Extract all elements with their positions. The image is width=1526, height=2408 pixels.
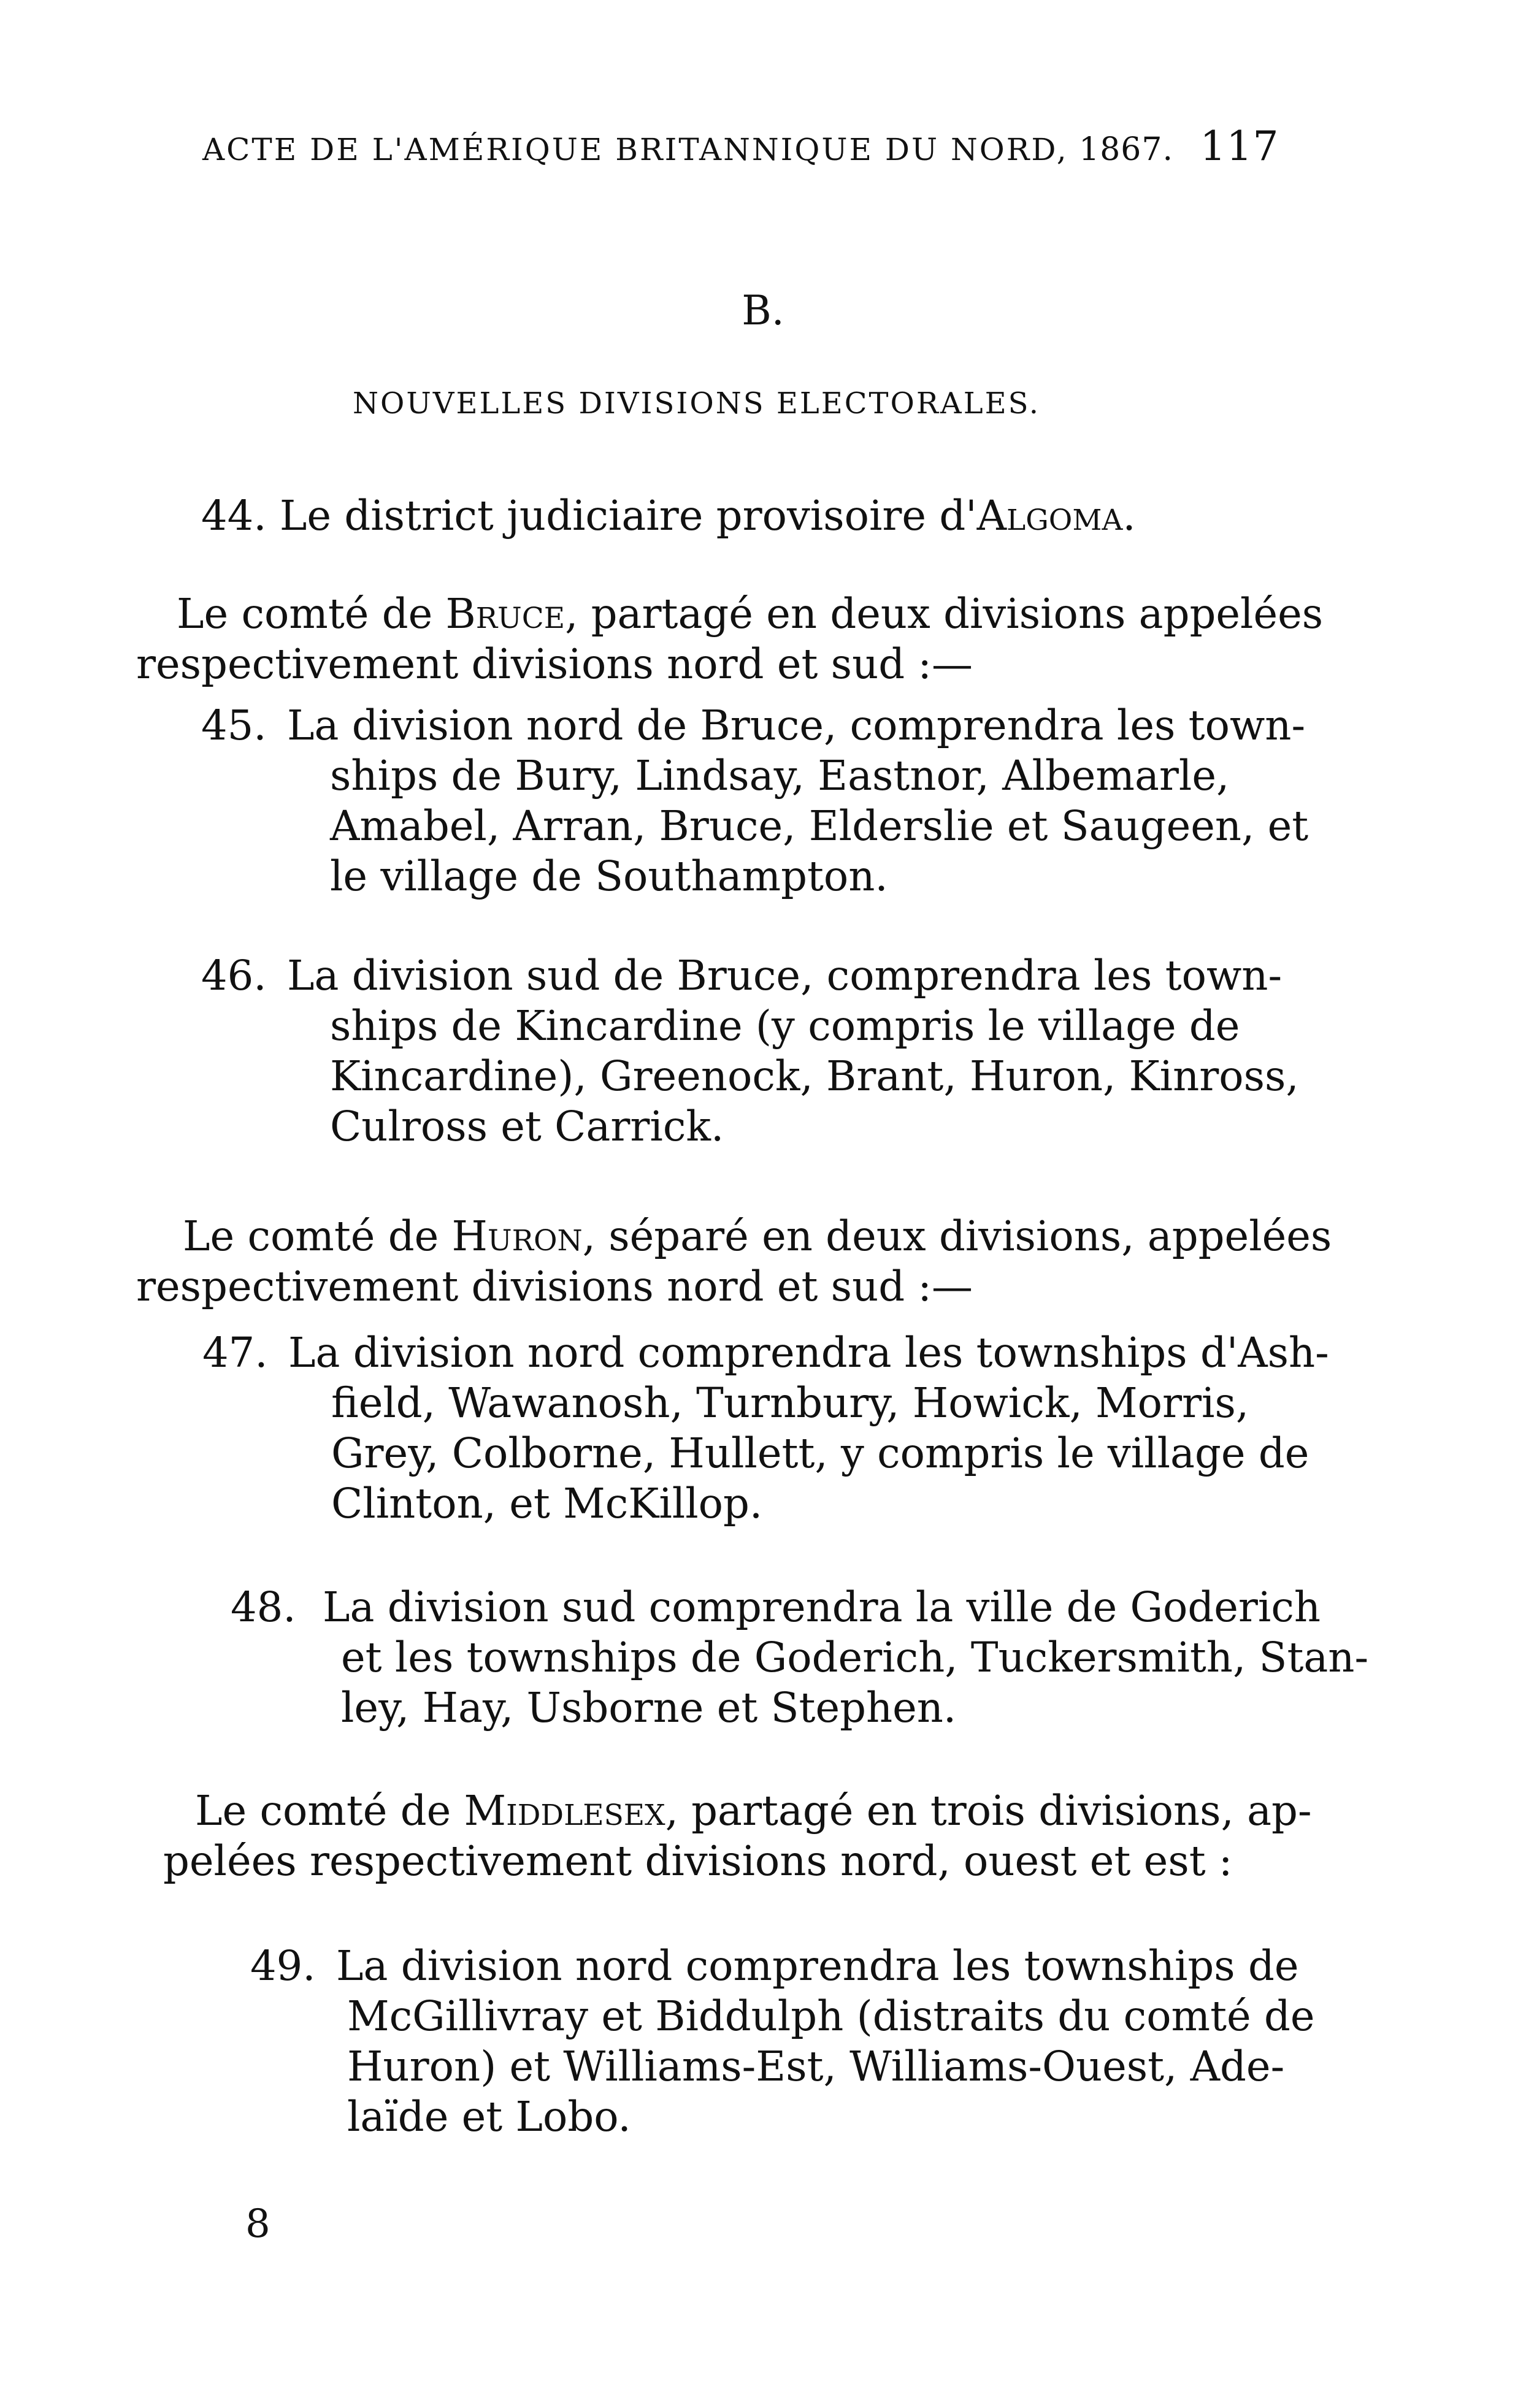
item-line: le village de Southampton. — [330, 852, 888, 900]
item-body — [287, 700, 1308, 901]
item-line: La division sud de Bruce, comprendra les town- — [287, 952, 1283, 1000]
item-line: Amabel, Arran, Bruce, Elderslie et Saugeen, et — [330, 802, 1309, 850]
item-text-end: . — [1122, 492, 1136, 540]
county-name: Middlesex — [464, 1787, 665, 1835]
item-line: laïde et Lobo. — [347, 2093, 631, 2141]
intro-text: Le comté de — [177, 590, 446, 638]
intro-text-end: , partagé en trois divisions, ap- — [665, 1787, 1312, 1835]
item-line: La division nord de Bruce, comprendra les town- — [287, 701, 1306, 749]
bruce-intro-line-1 — [177, 589, 1323, 639]
item-text: Le district judiciaire provisoire d' — [279, 492, 977, 540]
item-line: Culross et Carrick. — [330, 1103, 724, 1150]
item-number: 47. — [202, 1329, 268, 1377]
item-line: ships de Kincardine (y compris le village de — [330, 1002, 1240, 1050]
middlesex-intro-line-2: pelées respectivement divisions nord, ouest et est : — [163, 1837, 1233, 1885]
intro-text-end: , séparé en deux divisions, appelées — [582, 1212, 1332, 1260]
item-number: 44. — [201, 492, 267, 540]
item-line: Huron) et Williams-Est, Williams-Ouest, Ade- — [347, 2043, 1285, 2090]
county-name: Huron — [451, 1212, 583, 1260]
item-line: et les townships de Goderich, Tuckersmith, Stan- — [341, 1634, 1369, 1681]
page-number: 117 — [1200, 123, 1279, 170]
schedule-letter: B. — [742, 287, 784, 334]
item-number: 48. — [231, 1583, 296, 1631]
item-line: Kincardine), Greenock, Brant, Huron, Kinross, — [330, 1052, 1299, 1100]
bruce-intro-line-2: respectivement divisions nord et sud :— — [136, 640, 973, 688]
item-line: Grey, Colborne, Hullett, y compris le village de — [331, 1429, 1309, 1477]
item-body — [287, 950, 1299, 1152]
item-line: La division sud comprendra la ville de Goderich — [323, 1583, 1321, 1631]
header-year: 1867. — [1079, 131, 1174, 168]
item-line: field, Wawanosh, Turnbury, Howick, Morris, — [331, 1379, 1249, 1427]
section-heading: NOUVELLES DIVISIONS ELECTORALES. — [353, 386, 1041, 421]
middlesex-intro-line-1 — [195, 1786, 1312, 1836]
item-number: 45. — [201, 701, 267, 749]
item-line: ships de Bury, Lindsay, Eastnor, Albemarle, — [330, 752, 1230, 800]
item-line: La division nord comprendra les townships d'Ash- — [288, 1329, 1329, 1377]
item-body — [336, 1941, 1314, 2142]
huron-intro-line-1 — [183, 1211, 1332, 1261]
district-name: Algoma — [976, 492, 1123, 540]
item-body — [288, 1328, 1329, 1529]
item-body — [323, 1582, 1368, 1733]
item-line: Clinton, et McKillop. — [331, 1480, 763, 1527]
header-title: ACTE DE L'AMÉRIQUE BRITANNIQUE DU NORD, — [202, 132, 1068, 167]
item-number: 49. — [250, 1942, 316, 1990]
huron-intro-line-2: respectivement divisions nord et sud :— — [136, 1263, 973, 1310]
intro-text-end: , partagé en deux divisions appelées — [565, 590, 1324, 638]
item-line: McGillivray et Biddulph (distraits du comté de — [347, 1992, 1315, 2040]
county-name: Bruce — [445, 590, 566, 638]
item-line: ley, Hay, Usborne et Stephen. — [341, 1684, 957, 1732]
item-44 — [201, 491, 1136, 541]
intro-text: Le comté de — [195, 1787, 464, 1835]
intro-text: Le comté de — [183, 1212, 452, 1260]
item-number: 46. — [201, 952, 267, 1000]
signature-mark: 8 — [245, 2201, 270, 2247]
running-header — [202, 123, 1355, 170]
item-line: La division nord comprendra les townships de — [336, 1942, 1299, 1990]
